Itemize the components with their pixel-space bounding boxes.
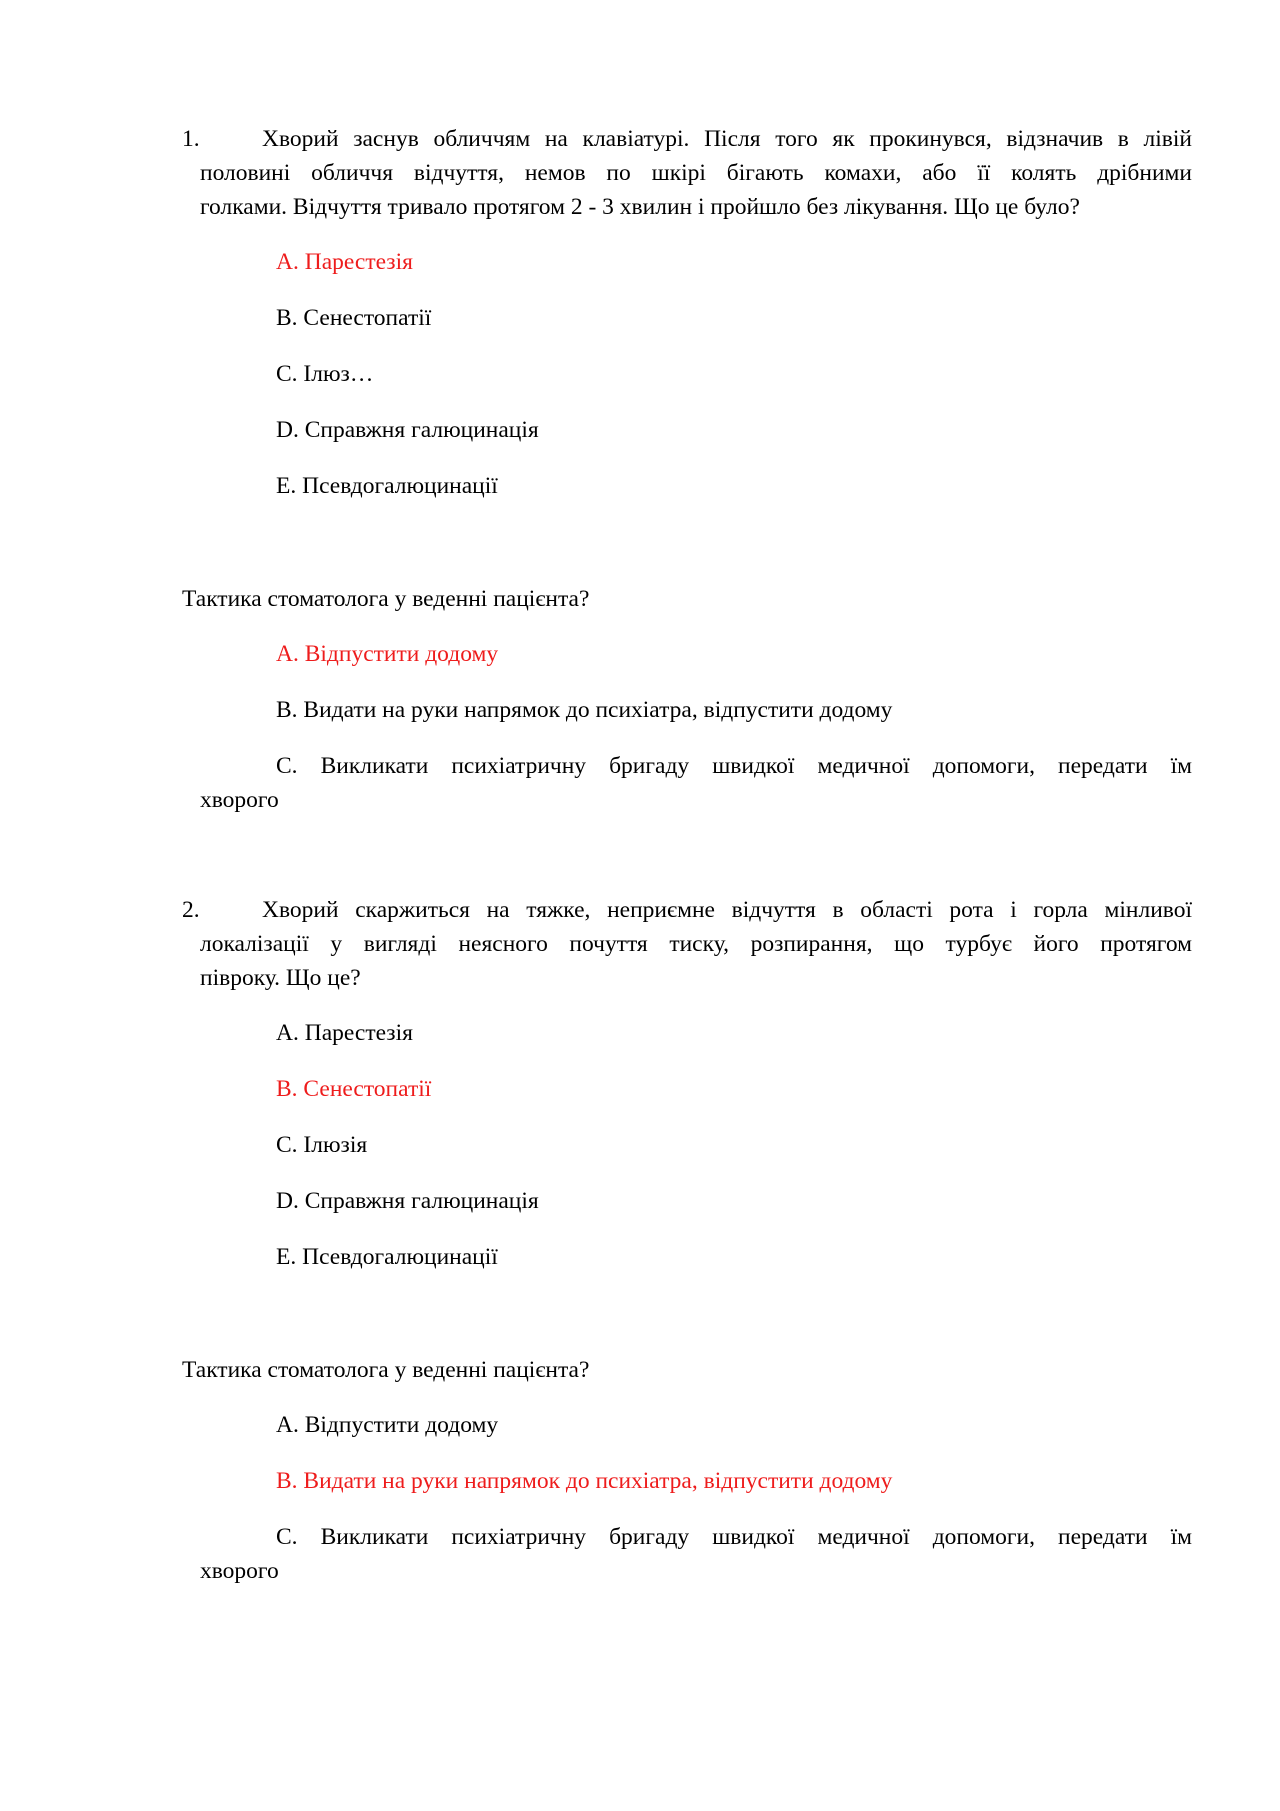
question-2-line-3 bbox=[182, 961, 1192, 995]
question-2-line-2 bbox=[182, 927, 1192, 961]
question-1-number: 1. bbox=[182, 126, 200, 152]
question-1-option-d: D. Справжня галюцинація bbox=[276, 417, 539, 443]
question-2-option-b: B. Сенестопатії bbox=[276, 1076, 432, 1102]
question-2-option-a: A. Парестезія bbox=[276, 1020, 413, 1046]
question-1-option-c: C. Ілюз… bbox=[276, 361, 374, 387]
question-2-tactic-option-b: B. Видати на руки напрямок до психіатра, відпустити додому bbox=[276, 1468, 893, 1494]
question-2-option-e: E. Псевдогалюцинації bbox=[276, 1244, 498, 1270]
question-2-line-1 bbox=[182, 893, 1192, 927]
question-1-line-3 bbox=[182, 190, 1192, 224]
question-1-line-2 bbox=[182, 156, 1192, 190]
question-2-tactic-question: Тактика стоматолога у веденні пацієнта? bbox=[182, 1357, 590, 1383]
question-1-line-1 bbox=[182, 122, 1192, 156]
question-1-tactic-option-b: B. Видати на руки напрямок до психіатра, відпустити додому bbox=[276, 697, 893, 723]
question-2-number: 2. bbox=[182, 897, 200, 923]
question-1-text-line-2: половині обличчя відчуття, немов по шкірі бігають комахи, або її колять дрібними bbox=[200, 160, 1192, 186]
question-1-tactic-option-c-continued: хворого bbox=[200, 787, 279, 813]
question-2-tactic-option-a: A. Відпустити додому bbox=[276, 1412, 499, 1438]
question-1-tactic-option-c: C. Викликати психіатричну бригаду швидкої медичної допомоги, передати їм bbox=[276, 753, 1192, 779]
question-2-tactic-option-c-continued: хворого bbox=[200, 1558, 279, 1584]
question-1-text-line-3: голками. Відчуття тривало протягом 2 - 3 хвилин і пройшло без лікування. Що це було? bbox=[200, 194, 1080, 220]
question-1-option-b: B. Сенестопатії bbox=[276, 305, 432, 331]
question-2-text-line-2: локалізації у вигляді неясного почуття тиску, розпирання, що турбує його протягом bbox=[200, 931, 1192, 957]
question-1-option-e: E. Псевдогалюцинації bbox=[276, 473, 498, 499]
question-1-option-a: A. Парестезія bbox=[276, 249, 413, 275]
question-2-option-c: C. Ілюзія bbox=[276, 1132, 368, 1158]
question-2-tactic-option-c: C. Викликати психіатричну бригаду швидкої медичної допомоги, передати їм bbox=[276, 1524, 1192, 1550]
question-1-tactic-option-a: A. Відпустити додому bbox=[276, 641, 499, 667]
question-1-tactic-question: Тактика стоматолога у веденні пацієнта? bbox=[182, 586, 590, 612]
question-1-text-line-1: Хворий заснув обличчям на клавіатурі. Після того як прокинувся, відзначив в лівій bbox=[262, 126, 1192, 152]
question-2-option-d: D. Справжня галюцинація bbox=[276, 1188, 539, 1214]
question-2-text-line-1: Хворий скаржиться на тяжке, неприємне відчуття в області рота і горла мінливої bbox=[262, 897, 1192, 923]
question-2-text-line-3: півроку. Що це? bbox=[200, 965, 361, 991]
